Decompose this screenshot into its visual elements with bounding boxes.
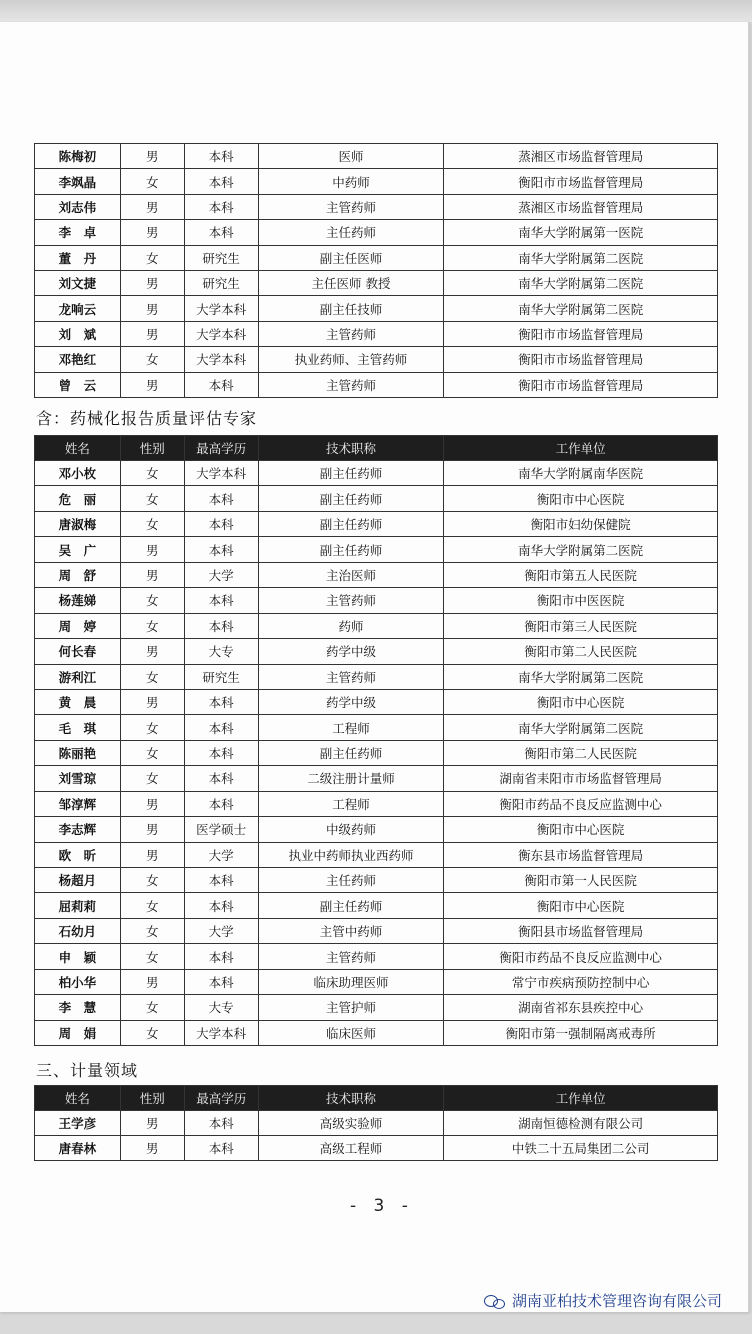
table-row — [35, 969, 718, 994]
table-cell: 周 婷 — [35, 613, 121, 638]
table-cell: 陈梅初 — [35, 144, 121, 169]
table-cell: 大学本科 — [184, 461, 258, 486]
table-row — [35, 1136, 718, 1161]
column-header: 最高学历 — [184, 1086, 258, 1111]
table-cell: 主管药师 — [258, 372, 444, 397]
viewer-top-bar — [0, 0, 752, 22]
table-cell: 女 — [120, 715, 184, 740]
table-cell: 邹淳辉 — [35, 791, 121, 816]
table-row — [35, 689, 718, 714]
table-cell: 男 — [120, 817, 184, 842]
table-cell: 游利江 — [35, 664, 121, 689]
table-cell: 本科 — [184, 537, 258, 562]
table-cell: 男 — [120, 537, 184, 562]
table-row — [35, 347, 718, 372]
table-cell: 本科 — [184, 740, 258, 765]
table-cell: 女 — [120, 740, 184, 765]
table-cell: 本科 — [184, 766, 258, 791]
table-row — [35, 613, 718, 638]
table-cell: 男 — [120, 296, 184, 321]
table-cell: 女 — [120, 461, 184, 486]
table-cell: 南华大学附属第二医院 — [444, 296, 718, 321]
table-cell: 衡阳市市场监督管理局 — [444, 169, 718, 194]
table-cell: 二级注册计量师 — [258, 766, 444, 791]
table-cell: 男 — [120, 144, 184, 169]
table-cell: 衡阳市中心医院 — [444, 689, 718, 714]
document-page — [0, 22, 750, 1312]
column-header: 性别 — [120, 436, 184, 461]
table-row — [35, 842, 718, 867]
column-header: 工作单位 — [444, 1086, 718, 1111]
table-cell: 衡阳市市场监督管理局 — [444, 372, 718, 397]
table-cell: 大学 — [184, 918, 258, 943]
table-cell: 衡阳市第三人民医院 — [444, 613, 718, 638]
table-header-row — [35, 1086, 718, 1111]
table-cell: 本科 — [184, 1136, 258, 1161]
table-cell: 副主任医师 — [258, 245, 444, 270]
table-cell: 男 — [120, 1136, 184, 1161]
table-cell: 主管药师 — [258, 321, 444, 346]
table-cell: 湖南省耒阳市市场监督管理局 — [444, 766, 718, 791]
table-cell: 衡阳市中心医院 — [444, 486, 718, 511]
table-cell: 刘志伟 — [35, 194, 121, 219]
table-cell: 副主任药师 — [258, 537, 444, 562]
table-cell: 中药师 — [258, 169, 444, 194]
table-cell: 刘雪琼 — [35, 766, 121, 791]
table-header-row — [35, 436, 718, 461]
table-cell: 衡阳县市场监督管理局 — [444, 918, 718, 943]
table-cell: 大专 — [184, 995, 258, 1020]
table-cell: 本科 — [184, 372, 258, 397]
table-row — [35, 1020, 718, 1045]
column-header: 技术职称 — [258, 1086, 444, 1111]
table-cell: 本科 — [184, 220, 258, 245]
table-cell: 男 — [120, 270, 184, 295]
table-cell: 执业药师、主管药师 — [258, 347, 444, 372]
table-cell: 女 — [120, 169, 184, 194]
table-cell: 临床助理医师 — [258, 969, 444, 994]
table-cell: 女 — [120, 588, 184, 613]
table-cell: 副主任药师 — [258, 740, 444, 765]
table-cell: 女 — [120, 245, 184, 270]
table-cell: 男 — [120, 689, 184, 714]
table-cell: 唐淑梅 — [35, 511, 121, 536]
table-cell: 陈丽艳 — [35, 740, 121, 765]
table-cell: 南华大学附属南华医院 — [444, 461, 718, 486]
table-cell: 主任药师 — [258, 220, 444, 245]
table-cell: 大专 — [184, 639, 258, 664]
table-cell: 周 娟 — [35, 1020, 121, 1045]
table-cell: 何长春 — [35, 639, 121, 664]
table-cell: 女 — [120, 664, 184, 689]
table-row — [35, 715, 718, 740]
table-cell: 女 — [120, 868, 184, 893]
table-cell: 衡阳市第一强制隔离戒毒所 — [444, 1020, 718, 1045]
table-cell: 龙响云 — [35, 296, 121, 321]
table-cell: 吴 广 — [35, 537, 121, 562]
table-cell: 男 — [120, 194, 184, 219]
table-cell: 女 — [120, 613, 184, 638]
table-cell: 研究生 — [184, 664, 258, 689]
table-cell: 衡阳市药品不良反应监测中心 — [444, 791, 718, 816]
table-cell: 邓小枚 — [35, 461, 121, 486]
table-cell: 衡阳市中心医院 — [444, 893, 718, 918]
table-row — [35, 918, 718, 943]
table-cell: 本科 — [184, 715, 258, 740]
table-cell: 研究生 — [184, 270, 258, 295]
table-row — [35, 270, 718, 295]
table-cell: 本科 — [184, 969, 258, 994]
table-cell: 男 — [120, 562, 184, 587]
table-cell: 本科 — [184, 144, 258, 169]
table-cell: 本科 — [184, 1111, 258, 1136]
table-cell: 衡阳市药品不良反应监测中心 — [444, 944, 718, 969]
table-cell: 大学本科 — [184, 1020, 258, 1045]
table-cell: 黄 晨 — [35, 689, 121, 714]
table-row — [35, 817, 718, 842]
table-cell: 主管药师 — [258, 588, 444, 613]
table-cell: 危 丽 — [35, 486, 121, 511]
table-cell: 主管护师 — [258, 995, 444, 1020]
table-cell: 女 — [120, 1020, 184, 1045]
table-cell: 衡阳市第二人民医院 — [444, 740, 718, 765]
table-cell: 蒸湘区市场监督管理局 — [444, 194, 718, 219]
table-cell: 女 — [120, 347, 184, 372]
table-row — [35, 461, 718, 486]
table-cell: 大学 — [184, 842, 258, 867]
table-cell: 主任药师 — [258, 868, 444, 893]
table-cell: 主治医师 — [258, 562, 444, 587]
table-cell: 李 慧 — [35, 995, 121, 1020]
table-row — [35, 486, 718, 511]
page-number: - 3 - — [350, 1196, 414, 1216]
table-cell: 女 — [120, 486, 184, 511]
table-cell: 大学本科 — [184, 296, 258, 321]
table-cell: 常宁市疾病预防控制中心 — [444, 969, 718, 994]
table-row — [35, 995, 718, 1020]
section-title-medical: 含：药械化报告质量评估专家 — [36, 409, 258, 428]
table-cell: 南华大学附属第二医院 — [444, 270, 718, 295]
table-cell: 本科 — [184, 588, 258, 613]
table-cell: 邓艳红 — [35, 347, 121, 372]
table-cell: 南华大学附属第二医院 — [444, 537, 718, 562]
table-cell: 副主任药师 — [258, 461, 444, 486]
table-cell: 屈莉莉 — [35, 893, 121, 918]
table-cell: 女 — [120, 511, 184, 536]
table-row — [35, 245, 718, 270]
column-header: 姓名 — [35, 436, 121, 461]
table-cell: 本科 — [184, 169, 258, 194]
table-row — [35, 321, 718, 346]
table-cell: 衡阳市妇幼保健院 — [444, 511, 718, 536]
table-cell: 男 — [120, 321, 184, 346]
table-cell: 衡阳市市场监督管理局 — [444, 321, 718, 346]
table-cell: 南华大学附属第二医院 — [444, 715, 718, 740]
table-cell: 南华大学附属第一医院 — [444, 220, 718, 245]
table-row — [35, 791, 718, 816]
table-row — [35, 766, 718, 791]
table-cell: 湖南省祁东县疾控中心 — [444, 995, 718, 1020]
column-header: 性别 — [120, 1086, 184, 1111]
table-cell: 杨莲娣 — [35, 588, 121, 613]
table-cell: 周 舒 — [35, 562, 121, 587]
watermark-text: 湖南亚柏技术管理咨询有限公司 — [511, 1292, 722, 1310]
table-row — [35, 169, 718, 194]
table-row — [35, 194, 718, 219]
table-cell: 李志辉 — [35, 817, 121, 842]
experts-table-top — [34, 143, 718, 398]
table-cell: 研究生 — [184, 245, 258, 270]
table-cell: 本科 — [184, 194, 258, 219]
table-cell: 女 — [120, 766, 184, 791]
table-cell: 杨超月 — [35, 868, 121, 893]
table-cell: 唐春林 — [35, 1136, 121, 1161]
table-cell: 本科 — [184, 944, 258, 969]
table-cell: 湖南恒德检测有限公司 — [444, 1111, 718, 1136]
table-row — [35, 1111, 718, 1136]
table-cell: 临床医师 — [258, 1020, 444, 1045]
table-cell: 衡阳市中医医院 — [444, 588, 718, 613]
wechat-icon — [484, 1293, 506, 1309]
table-cell: 衡阳市第五人民医院 — [444, 562, 718, 587]
table-cell: 董 丹 — [35, 245, 121, 270]
table-row — [35, 144, 718, 169]
table-cell: 女 — [120, 995, 184, 1020]
table-cell: 工程师 — [258, 715, 444, 740]
table-cell: 药师 — [258, 613, 444, 638]
table-cell: 副主任药师 — [258, 511, 444, 536]
table-row — [35, 372, 718, 397]
table-cell: 男 — [120, 791, 184, 816]
table-cell: 王学彦 — [35, 1111, 121, 1136]
table-cell: 大学 — [184, 562, 258, 587]
table-cell: 申 颖 — [35, 944, 121, 969]
table-cell: 本科 — [184, 893, 258, 918]
table-cell: 衡阳市中心医院 — [444, 817, 718, 842]
table-cell: 药学中级 — [258, 639, 444, 664]
table-row — [35, 511, 718, 536]
table-cell: 欧 昕 — [35, 842, 121, 867]
table-cell: 本科 — [184, 511, 258, 536]
table-cell: 本科 — [184, 868, 258, 893]
table-cell: 医学硕士 — [184, 817, 258, 842]
table-cell: 女 — [120, 944, 184, 969]
table-cell: 高级工程师 — [258, 1136, 444, 1161]
table-cell: 本科 — [184, 791, 258, 816]
table-cell: 主管药师 — [258, 664, 444, 689]
table-row — [35, 893, 718, 918]
table-cell: 男 — [120, 372, 184, 397]
table-cell: 衡阳市第一人民医院 — [444, 868, 718, 893]
table-cell: 副主任药师 — [258, 486, 444, 511]
column-header: 最高学历 — [184, 436, 258, 461]
table-cell: 衡东县市场监督管理局 — [444, 842, 718, 867]
table-cell: 女 — [120, 893, 184, 918]
table-cell: 南华大学附属第二医院 — [444, 664, 718, 689]
table-cell: 大学本科 — [184, 321, 258, 346]
table-cell: 男 — [120, 1111, 184, 1136]
table-cell: 高级实验师 — [258, 1111, 444, 1136]
table-cell: 李 卓 — [35, 220, 121, 245]
table-cell: 男 — [120, 842, 184, 867]
table-cell: 副主任技师 — [258, 296, 444, 321]
table-row — [35, 664, 718, 689]
table-cell: 衡阳市第二人民医院 — [444, 639, 718, 664]
table-cell: 李飒晶 — [35, 169, 121, 194]
table-cell: 本科 — [184, 613, 258, 638]
table-cell: 中铁二十五局集团二公司 — [444, 1136, 718, 1161]
table-cell: 衡阳市市场监督管理局 — [444, 347, 718, 372]
column-header: 技术职称 — [258, 436, 444, 461]
table-row — [35, 296, 718, 321]
table-cell: 刘 斌 — [35, 321, 121, 346]
table-cell: 医师 — [258, 144, 444, 169]
table-cell: 主管药师 — [258, 944, 444, 969]
experts-table-metrology — [34, 1085, 718, 1161]
table-row — [35, 537, 718, 562]
table-row — [35, 562, 718, 587]
table-row — [35, 944, 718, 969]
table-cell: 男 — [120, 969, 184, 994]
section-title-metrology: 三、计量领域 — [36, 1061, 139, 1080]
column-header: 姓名 — [35, 1086, 121, 1111]
table-cell: 副主任药师 — [258, 893, 444, 918]
table-cell: 主任医师 教授 — [258, 270, 444, 295]
table-cell: 工程师 — [258, 791, 444, 816]
table-cell: 本科 — [184, 689, 258, 714]
table-cell: 曾 云 — [35, 372, 121, 397]
table-cell: 大学本科 — [184, 347, 258, 372]
table-row — [35, 220, 718, 245]
table-cell: 药学中级 — [258, 689, 444, 714]
table-cell: 蒸湘区市场监督管理局 — [444, 144, 718, 169]
column-header: 工作单位 — [444, 436, 718, 461]
table-cell: 石幼月 — [35, 918, 121, 943]
table-cell: 主管中药师 — [258, 918, 444, 943]
table-row — [35, 639, 718, 664]
table-cell: 执业中药师执业西药师 — [258, 842, 444, 867]
table-cell: 男 — [120, 639, 184, 664]
table-cell: 刘文捷 — [35, 270, 121, 295]
table-cell: 中级药师 — [258, 817, 444, 842]
experts-table-medical — [34, 435, 718, 1046]
table-cell: 男 — [120, 220, 184, 245]
table-cell: 南华大学附属第二医院 — [444, 245, 718, 270]
table-cell: 主管药师 — [258, 194, 444, 219]
watermark — [484, 1290, 722, 1311]
table-row — [35, 868, 718, 893]
table-row — [35, 588, 718, 613]
table-cell: 女 — [120, 918, 184, 943]
table-row — [35, 740, 718, 765]
table-cell: 毛 琪 — [35, 715, 121, 740]
table-cell: 柏小华 — [35, 969, 121, 994]
table-cell: 本科 — [184, 486, 258, 511]
